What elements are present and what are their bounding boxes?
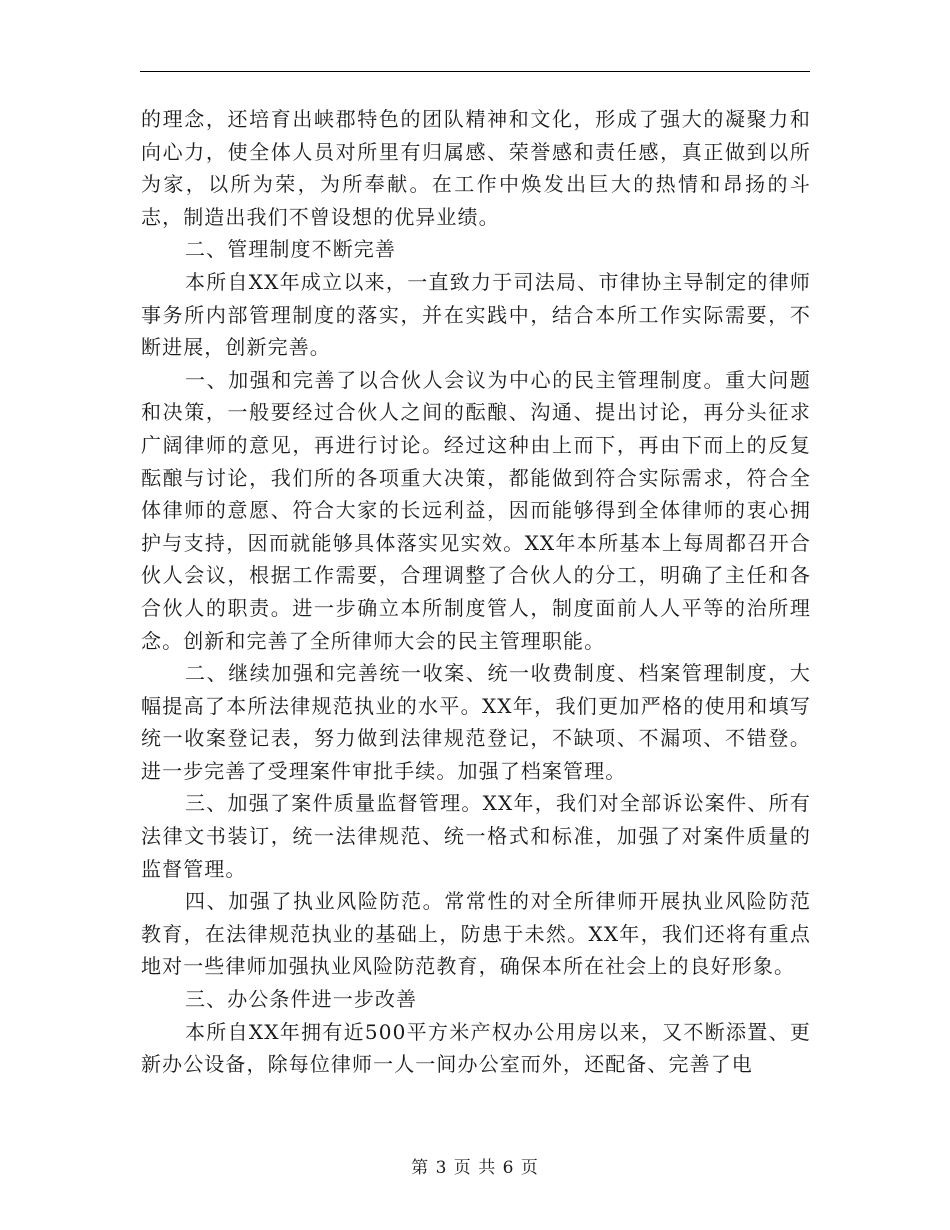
section-heading-office: 三、办公条件进一步改善 [185, 987, 418, 1012]
paragraph-3: 一、加强和完善了以合伙人会议为中心的民主管理制度。重大问题和决策，一般要经过合伙人之间的酝酿、沟通、提出讨论，再分头征求广阔律师的意见，再进行讨论。经过这种由上而下，再由下而上的反复酝酿与讨论，我们所的各项重大决策，都能做到符合实际需求，符合全体律师的意愿、符合大家的长远利益，因而能够得到全体律师的衷心拥护与支持，因而就能够具体落实见实效。XX年本所基本上每周都召开合伙人会议，根据工作需要，合理调整了合伙人的分工，明确了主任和各合伙人的职责。进一步确立本所制度管人，制度面前人人平等的治所理念。创新和完善了全所律师大会的民主管理职能。 [141, 367, 811, 653]
paragraph-1: 的理念，还培育出峡郡特色的团队精神和文化，形成了强大的凝聚力和向心力，使全体人员对所里有归属感、荣誉感和责任感，真正做到以所为家，以所为荣，为所奉献。在工作中焕发出巨大的热情和昂扬的斗志，制造出我们不曾设想的优异业绩。 [141, 107, 811, 229]
section-heading-management: 二、管理制度不断完善 [185, 237, 396, 262]
document-body [141, 103, 811, 1081]
paragraph-5: 三、加强了案件质量监督管理。XX年，我们对全部诉讼案件、所有法律文书装订，统一法律规范、统一格式和标准，加强了对案件质量的监督管理。 [141, 791, 811, 881]
header-rule [140, 71, 810, 72]
paragraph-6: 四、加强了执业风险防范。常常性的对全所律师开展执业风险防范教育，在法律规范执业的基础上，防患于未然。XX年，我们还将有重点地对一些律师加强执业风险防范教育，确保本所在社会上的良好形象。 [141, 889, 811, 979]
paragraph-7: 本所自XX年拥有近500平方米产权办公用房以来，又不断添置、更新办公设备，除每位律师一人一间办公室而外，还配备、完善了电 [141, 1019, 811, 1077]
paragraph-2: 本所自XX年成立以来，一直致力于司法局、市律协主导制定的律师事务所内部管理制度的落实，并在实践中，结合本所工作实际需要，不断进展，创新完善。 [141, 269, 811, 360]
paragraph-4: 二、继续加强和完善统一收案、统一收费制度、档案管理制度，大幅提高了本所法律规范执业的水平。XX年，我们更加严格的使用和填写统一收案登记表，努力做到法律规范登记，不缺项、不漏项、不错登。进一步完善了受理案件审批手续。加强了档案管理。 [141, 661, 811, 783]
page-number-footer: 第 3 页 共 6 页 [411, 1158, 539, 1178]
